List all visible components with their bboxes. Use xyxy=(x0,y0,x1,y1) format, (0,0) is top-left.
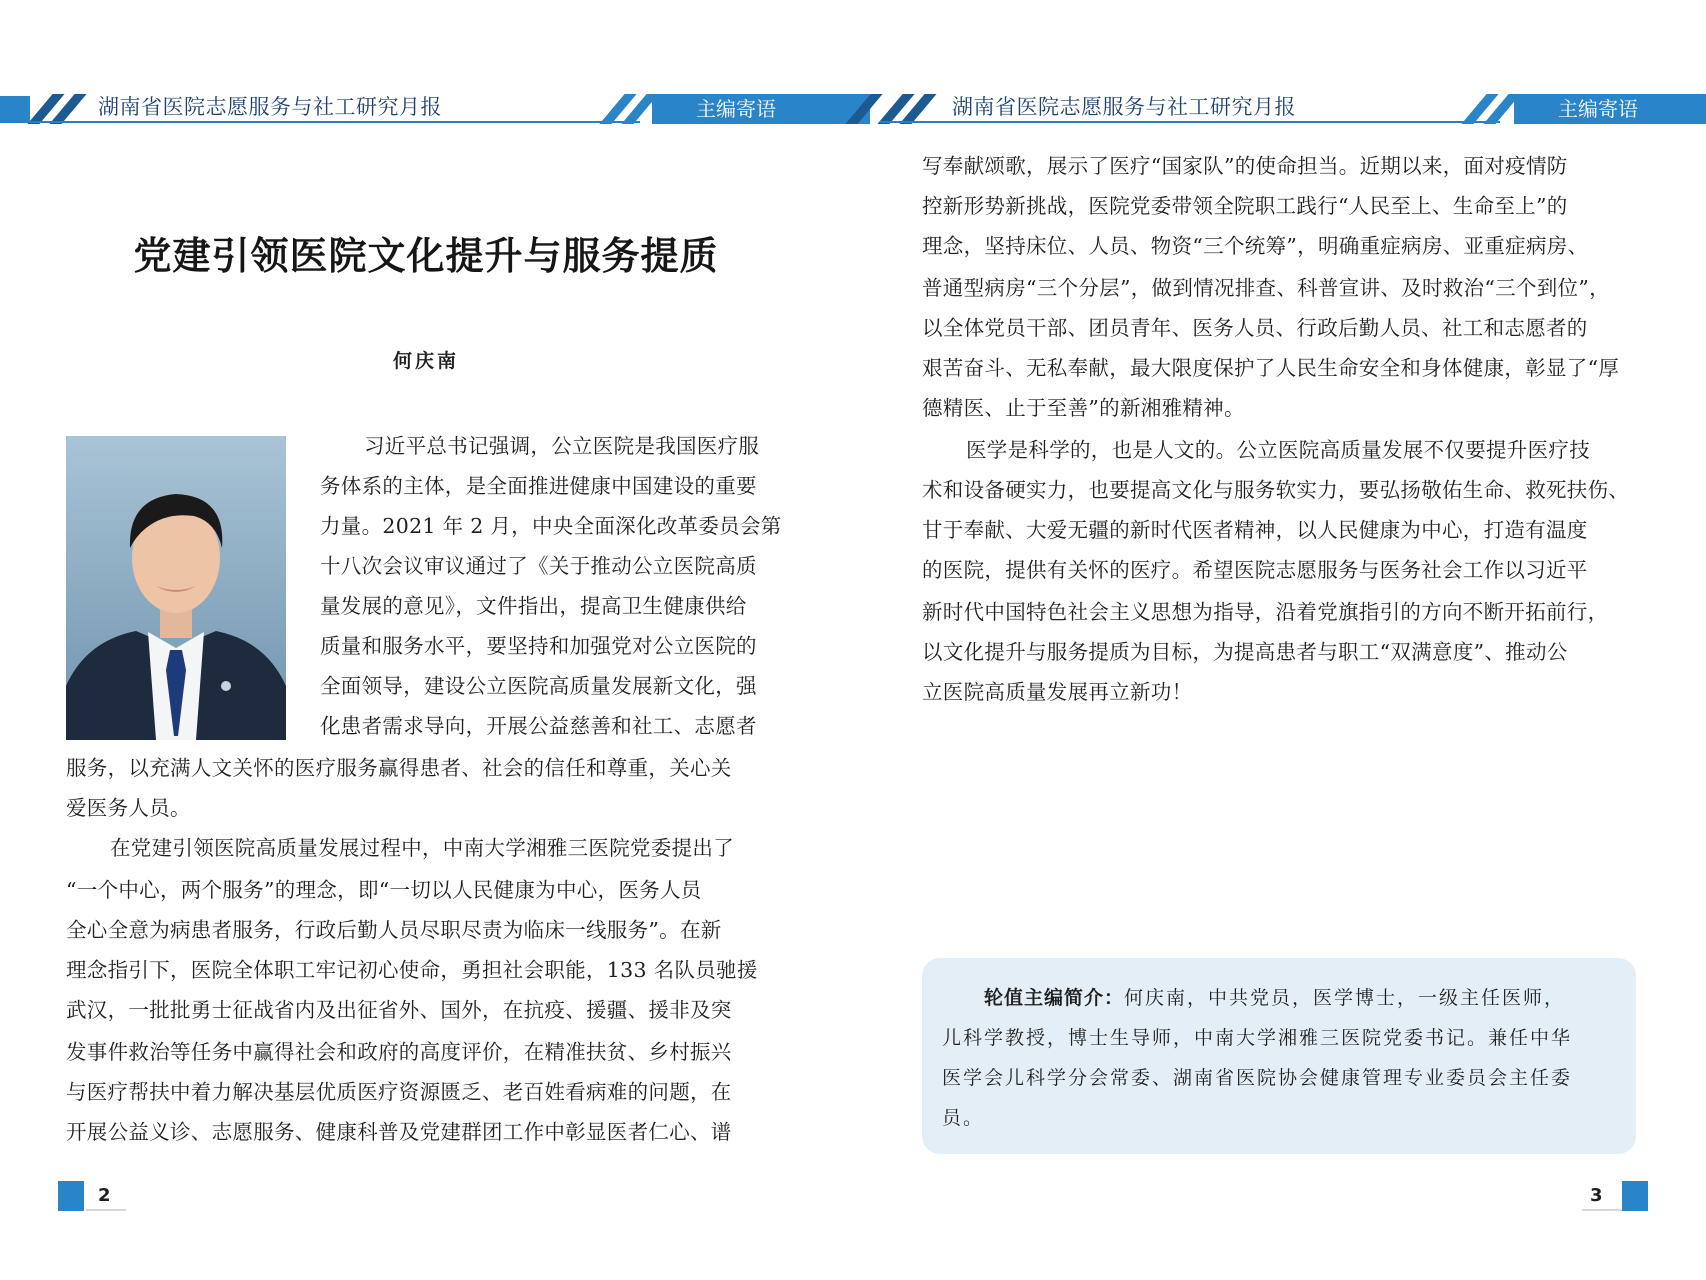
paragraph-line: 力量。2021 年 2 月，中央全面深化改革委员会第 xyxy=(320,514,782,538)
bio-line: 员。 xyxy=(942,1107,985,1129)
paragraph-line: 务体系的主体，是全面推进健康中国建设的重要 xyxy=(320,474,757,498)
paragraph-line: 术和设备硬实力，也要提高文化与服务软实力，要弘扬敬佑生命、救死扶伤、 xyxy=(922,478,1630,502)
header-rule xyxy=(0,121,640,123)
paragraph-line: 质量和服务水平，要坚持和加强党对公立医院的 xyxy=(320,634,757,658)
paragraph-line: 全心全意为病患者服务，行政后勤人员尽职尽责为临床一线服务”。在新 xyxy=(66,918,722,942)
paragraph-line: 与医疗帮扶中着力解决基层优质医疗资源匮乏、老百姓看病难的问题，在 xyxy=(66,1080,732,1104)
paragraph-line: 医学是科学的，也是人文的。公立医院高质量发展不仅要提升医疗技 xyxy=(966,438,1590,462)
paragraph-line: 甘于奉献、大爱无疆的新时代医者精神，以人民健康为中心，打造有温度 xyxy=(922,518,1588,542)
bio-line: 儿科学教授，博士生导师，中南大学湘雅三医院党委书记。兼任中华 xyxy=(942,1027,1573,1049)
paragraph-line: 十八次会议审议通过了《关于推动公立医院高质 xyxy=(320,554,757,578)
paragraph-line: 写奉献颂歌，展示了医疗“国家队”的使命担当。近期以来，面对疫情防 xyxy=(922,154,1568,178)
journal-title-right: 湖南省医院志愿服务与社工研究月报 xyxy=(952,95,1296,119)
paragraph-line: 以文化提升与服务提质为目标，为提高患者与职工“双满意度”、推动公 xyxy=(922,640,1568,664)
paragraph-line: 新时代中国特色社会主义思想为指导，沿着党旗指引的方向不断开拓前行， xyxy=(922,600,1609,624)
bio-line xyxy=(984,978,1565,1018)
paragraph-line: 以全体党员干部、团员青年、医务人员、行政后勤人员、社工和志愿者的 xyxy=(922,316,1588,340)
editor-bio-box xyxy=(922,958,1636,1154)
section-tag-label: 主编寄语 xyxy=(696,97,776,121)
paragraph-line: 服务，以充满人文关怀的医疗服务赢得患者、社会的信任和尊重，关心关 xyxy=(66,756,732,780)
paragraph-line: 理念，坚持床位、人员、物资“三个统筹”，明确重症病房、亚重症病房、 xyxy=(922,234,1589,258)
paragraph-line: 控新形势新挑战，医院党委带领全院职工践行“人民至上、生命至上”的 xyxy=(922,194,1568,218)
paragraph-line: 艰苦奋斗、无私奉献，最大限度保护了人民生命安全和身体健康，彰显了“厚 xyxy=(922,356,1620,380)
header-rule xyxy=(880,121,1500,123)
header-band xyxy=(0,96,30,122)
section-tag-right xyxy=(1514,94,1706,124)
journal-title-left: 湖南省医院志愿服务与社工研究月报 xyxy=(98,95,442,119)
paragraph-line: 普通型病房“三个分层”，做到情况排查、科普宣讲、及时救治“三个到位”， xyxy=(922,276,1610,300)
paragraph-line: 量发展的意见》，文件指出，提高卫生健康供给 xyxy=(320,594,747,618)
bio-line: 医学会儿科学分会常委、湖南省医院协会健康管理专业委员会主任委 xyxy=(942,1067,1573,1089)
paragraph-line: 全面领导，建设公立医院高质量发展新文化，强 xyxy=(320,674,757,698)
paragraph-line: 德精医、止于至善”的新湘雅精神。 xyxy=(922,396,1245,420)
section-tag-left xyxy=(652,94,870,124)
page-marker-right xyxy=(1622,1181,1648,1211)
paragraph-line: 武汉，一批批勇士征战省内及出征省外、国外，在抗疫、援疆、援非及突 xyxy=(66,998,732,1022)
article-author: 何庆南 xyxy=(392,350,459,372)
paragraph-line: 开展公益义诊、志愿服务、健康科普及党建群团工作中彰显医者仁心、谱 xyxy=(66,1120,732,1144)
author-photo xyxy=(66,436,286,740)
section-tag-label: 主编寄语 xyxy=(1558,97,1638,121)
paragraph-line: 化患者需求导向，开展公益慈善和社工、志愿者 xyxy=(320,714,757,738)
bio-text: 何庆南，中共党员，医学博士，一级主任医师， xyxy=(1124,987,1566,1009)
paragraph-line: 发事件救治等任务中赢得社会和政府的高度评价，在精准扶贫、乡村振兴 xyxy=(66,1040,732,1064)
article-title: 党建引领医院文化提升与服务提质 xyxy=(133,233,719,278)
page-rule xyxy=(86,1209,126,1211)
paragraph-line: 爱医务人员。 xyxy=(66,796,191,820)
bio-label: 轮值主编简介： xyxy=(984,987,1125,1009)
page-number-right: 3 xyxy=(1590,1185,1603,1206)
paragraph-line: 立医院高质量发展再立新功！ xyxy=(922,680,1193,704)
paragraph-line: 理念指引下，医院全体职工牢记初心使命，勇担社会职能，133 名队员驰援 xyxy=(66,958,758,982)
page-number-left: 2 xyxy=(98,1185,111,1206)
portrait-illustration xyxy=(66,436,286,740)
paragraph-line: “一个中心，两个服务”的理念，即“一切以人民健康为中心，医务人员 xyxy=(66,878,702,902)
page-rule xyxy=(1582,1209,1622,1211)
page-marker-left xyxy=(58,1181,84,1211)
paragraph-line: 在党建引领医院高质量发展过程中，中南大学湘雅三医院党委提出了 xyxy=(110,836,734,860)
paragraph-line: 的医院，提供有关怀的医疗。希望医院志愿服务与医务社会工作以习近平 xyxy=(922,558,1588,582)
paragraph-line: 习近平总书记强调，公立医院是我国医疗服 xyxy=(364,434,760,458)
